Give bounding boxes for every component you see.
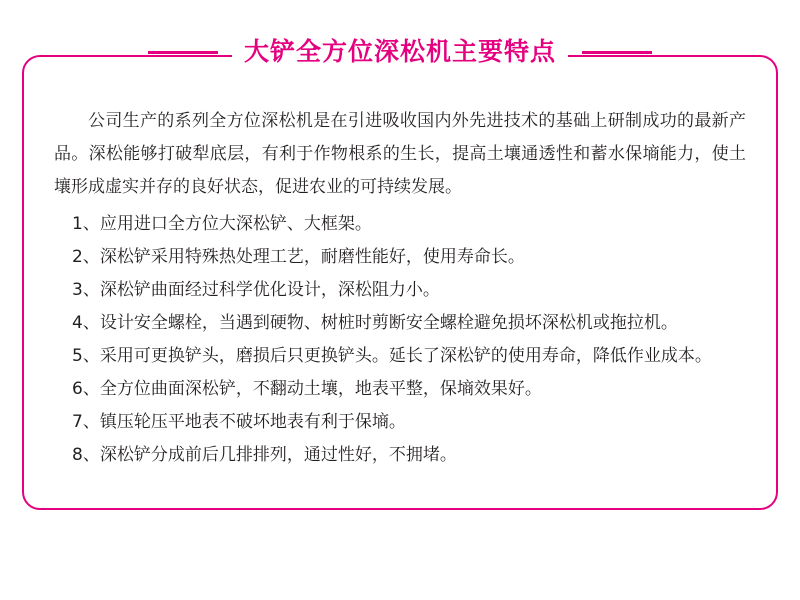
- page-title: 大铲全方位深松机主要特点: [232, 35, 568, 69]
- intro-paragraph: 公司生产的系列全方位深松机是在引进吸收国内外先进技术的基础上研制成功的最新产品。深松能够打破犁底层，有利于作物根系的生长，提高土壤通透性和蓄水保墒能力，使土壤形成虚实并存的良好状态，促进农业的可持续发展。: [54, 111, 746, 197]
- feature-list: [54, 208, 746, 472]
- document-body: [54, 105, 746, 472]
- title-banner: [24, 35, 776, 69]
- list-item: 8、深松铲分成前后几排排列，通过性好，不拥堵。: [72, 445, 457, 465]
- list-item: 5、采用可更换铲头，磨损后只更换铲头。延长了深松铲的使用寿命，降低作业成本。: [72, 346, 712, 366]
- title-rule-left: [148, 51, 218, 54]
- list-item: 4、设计安全螺栓，当遇到硬物、树桩时剪断安全螺栓避免损坏深松机或拖拉机。: [72, 313, 678, 333]
- list-item: 7、镇压轮压平地表不破坏地表有利于保墒。: [72, 412, 406, 432]
- title-rule-right: [582, 51, 652, 54]
- list-item: 1、应用进口全方位大深松铲、大框架。: [72, 214, 372, 234]
- list-item: 3、深松铲曲面经过科学优化设计，深松阻力小。: [72, 280, 440, 300]
- content-card: [22, 37, 778, 510]
- list-item: 2、深松铲采用特殊热处理工艺，耐磨性能好，使用寿命长。: [72, 247, 525, 267]
- list-item: 6、全方位曲面深松铲，不翻动土壤，地表平整，保墒效果好。: [72, 379, 542, 399]
